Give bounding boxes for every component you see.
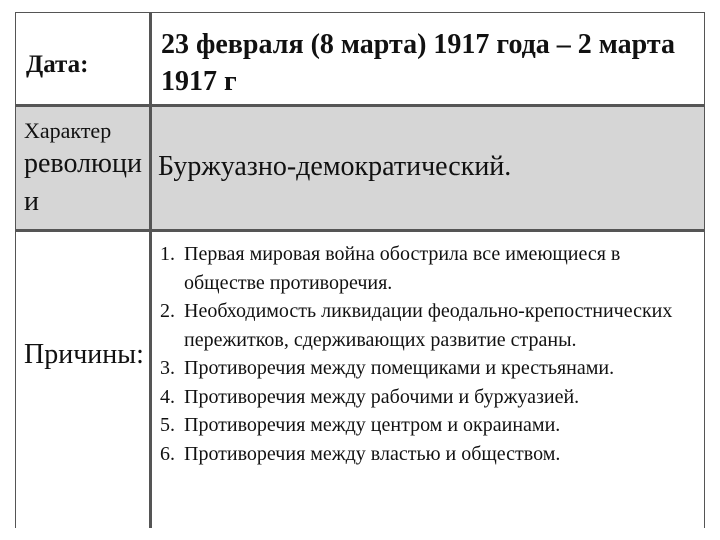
character-label bbox=[24, 117, 149, 221]
info-table bbox=[15, 12, 705, 528]
list-item-number: 4. bbox=[160, 385, 175, 408]
list-item-text: Противоречия между рабочими и буржуазией. bbox=[184, 385, 580, 408]
list-item-text: Противоречия между центром и окраинами. bbox=[184, 414, 561, 436]
causes-label-cell bbox=[16, 232, 149, 528]
date-label-cell bbox=[16, 13, 149, 104]
list-item bbox=[160, 240, 700, 297]
causes-label: Причины: bbox=[24, 339, 144, 370]
character-label-line1: Характер bbox=[24, 118, 112, 143]
list-item-number: 3. bbox=[160, 357, 175, 379]
causes-row bbox=[16, 232, 704, 528]
list-item-number: 2. bbox=[160, 300, 175, 322]
list-item-number: 1. bbox=[160, 243, 175, 265]
character-label-cell bbox=[16, 107, 149, 229]
list-item-text: Противоречия между властью и обществом. bbox=[184, 442, 561, 465]
character-value-cell bbox=[152, 107, 704, 229]
date-value: 23 февраля (8 марта) 1917 года – 2 марта 1917 г bbox=[161, 29, 675, 97]
character-value: Буржуазно-демократический. bbox=[158, 151, 512, 182]
list-item bbox=[160, 354, 700, 383]
date-value-cell bbox=[152, 13, 704, 104]
list-item-text: Первая мировая война обострила все имеющиеся в обществе противоречия. bbox=[184, 243, 621, 294]
list-item-text: Противоречия между помещиками и крестьянами. bbox=[184, 357, 615, 379]
character-row bbox=[16, 107, 704, 232]
causes-list bbox=[160, 240, 700, 468]
date-row bbox=[16, 13, 704, 107]
list-item-number: 5. bbox=[160, 414, 175, 436]
list-item-number: 6. bbox=[160, 442, 175, 465]
list-item bbox=[160, 440, 700, 469]
date-label: Дата: bbox=[26, 51, 89, 78]
list-item-text: Необходимость ликвидации феодально-крепостнических пережитков, сдерживающих развитие страны. bbox=[184, 300, 673, 351]
list-item bbox=[160, 297, 700, 354]
character-label-line2: революции bbox=[24, 148, 142, 217]
list-item bbox=[160, 411, 700, 440]
list-item bbox=[160, 383, 700, 412]
causes-value-cell bbox=[152, 232, 704, 528]
